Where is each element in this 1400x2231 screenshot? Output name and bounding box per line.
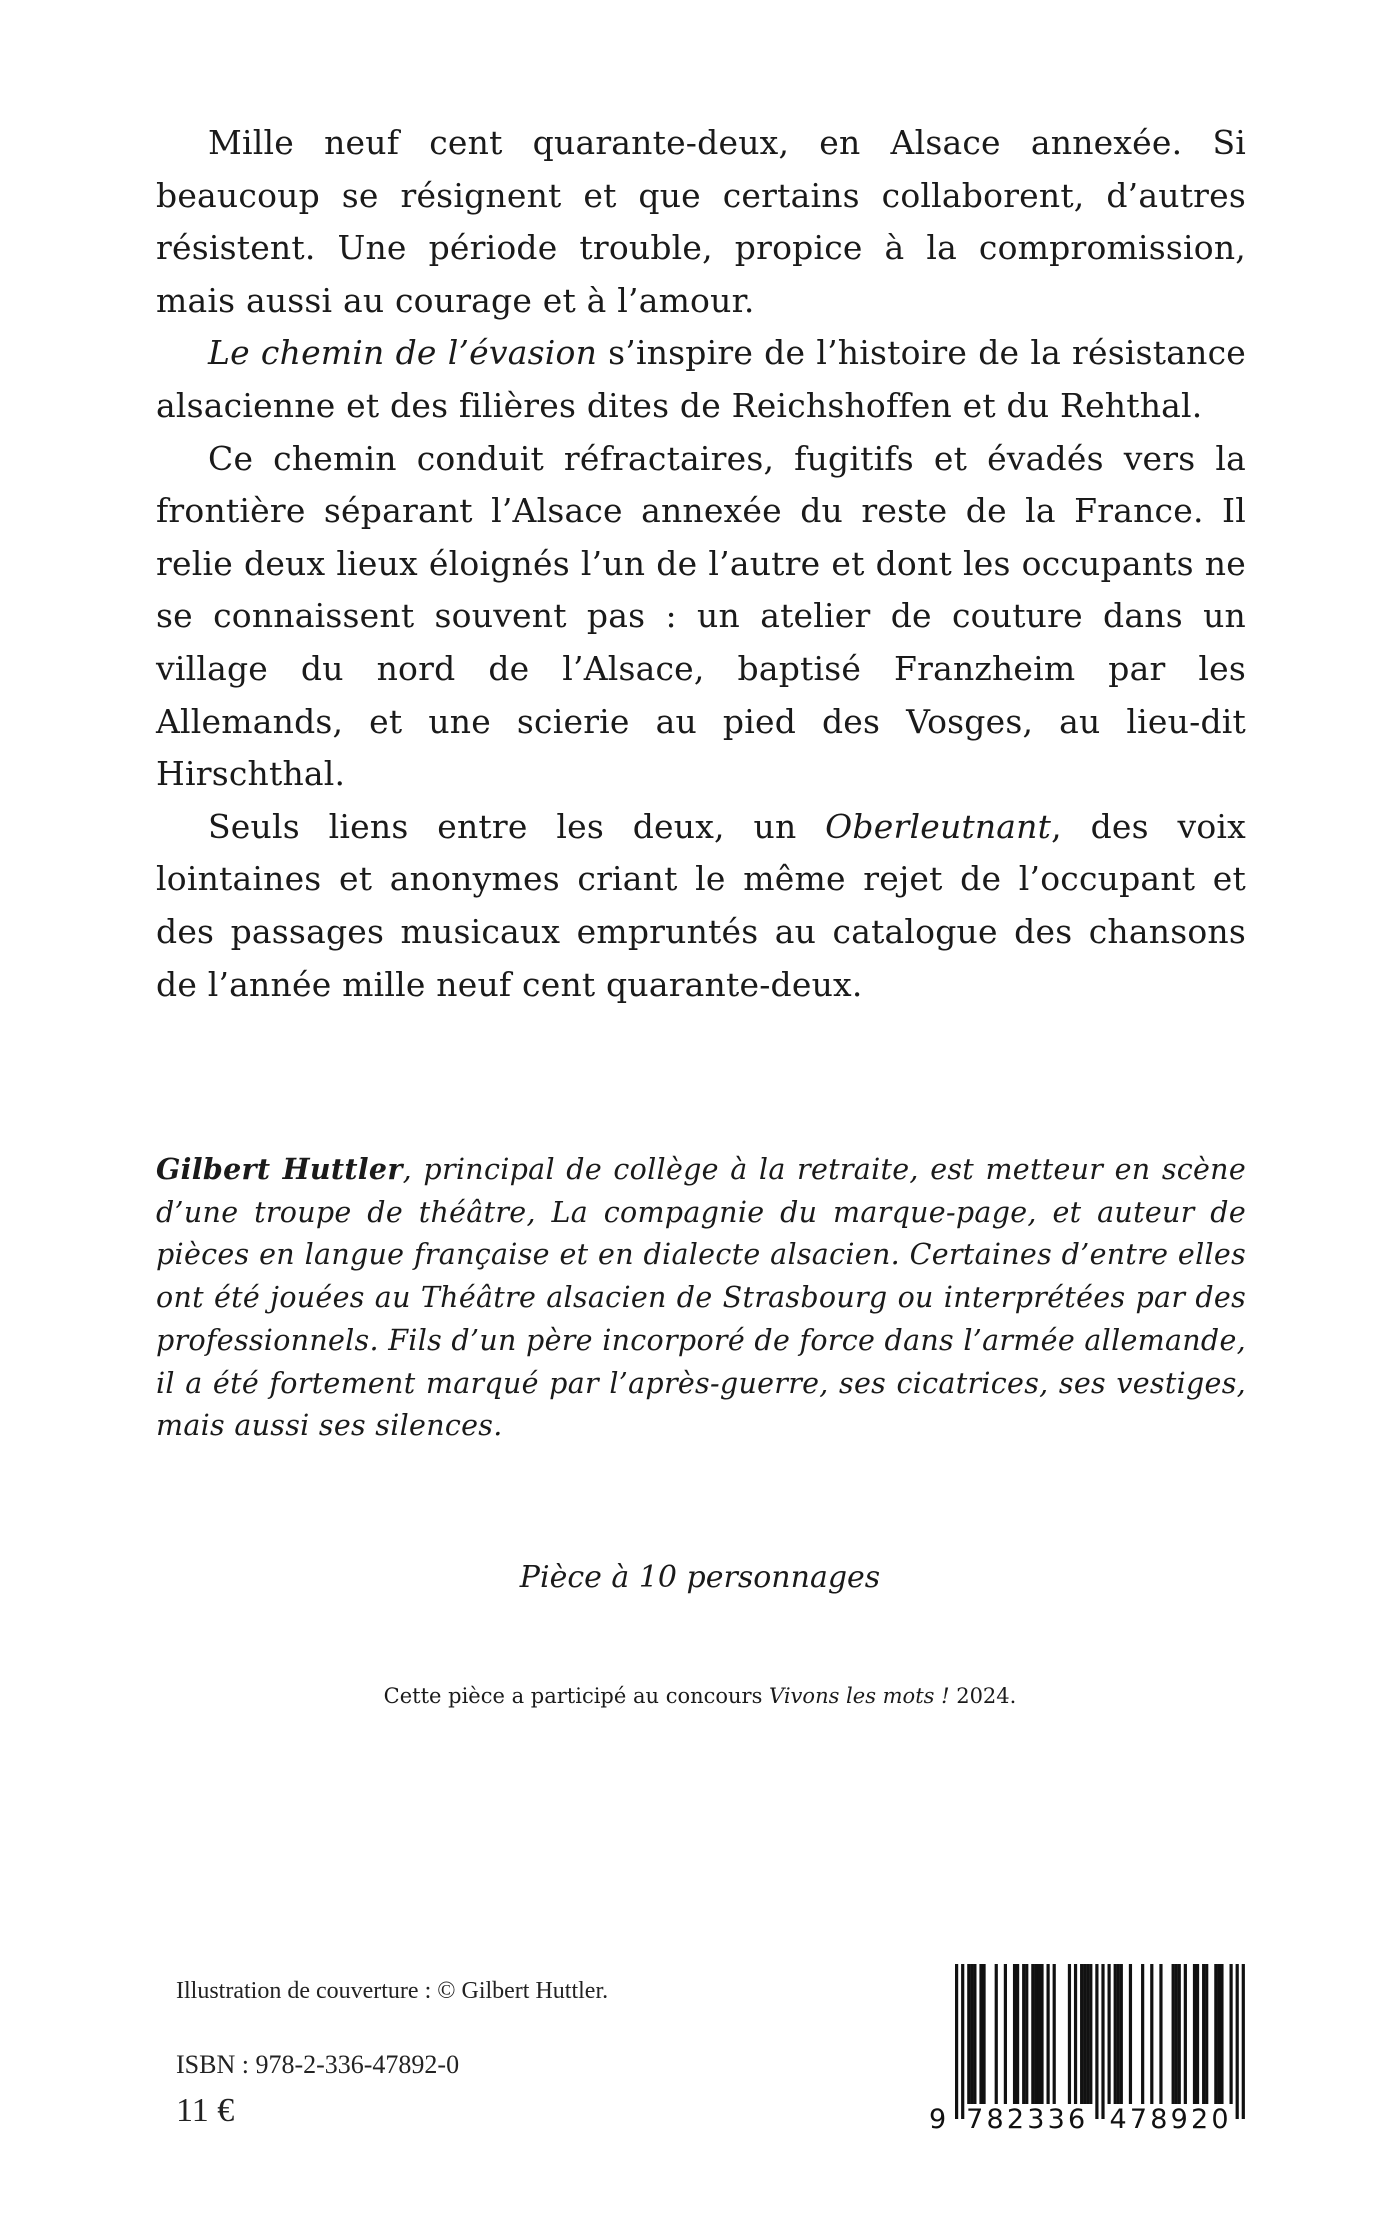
barcode-bar	[982, 1964, 985, 2104]
barcode-bar	[1047, 1964, 1050, 2104]
barcode-bar	[1230, 1964, 1233, 2104]
emphasis-oberleutnant: Oberleutnant	[825, 806, 1052, 846]
barcode-bar	[1004, 1964, 1007, 2104]
barcode-bar	[1022, 1964, 1025, 2104]
barcode-bar	[1031, 1964, 1034, 2104]
contest-note: Cette pièce a participé au concours Vivons les mots ! 2024.	[383, 1684, 1017, 1708]
barcode-bar	[1214, 1964, 1217, 2104]
barcode-bar	[1178, 1964, 1181, 2104]
synopsis-paragraph-4: Seuls liens entre les deux, un Oberleutnant, des voix lointaines et anonymes criant le même rejet de l’occupant et des passages musicaux empruntés au catalogue des chansons de l’année mille neuf cent quarante-deux.	[156, 806, 1246, 1004]
barcode-bar	[967, 1964, 970, 2104]
barcode-bar	[1217, 1964, 1220, 2104]
cast-note: Pièce à 10 personnages	[519, 1560, 881, 1595]
barcode-bar	[1025, 1964, 1028, 2104]
barcode-bar	[955, 1964, 958, 2119]
synopsis-paragraph-3: Ce chemin conduit réfractaires, fugitifs et évadés vers la frontière séparant l’Alsace annexée du reste de la France. Il relie deux lieux éloignés l’un de l’autre et dont les occupants ne se connaissent souvent pas : un atelier de couture dans un village du nord de l’Alsace, baptisé Franzheim par les Allemands, et une scierie au pied des Vosges, au lieu-dit Hirschthal.	[156, 438, 1246, 794]
barcode-icon	[925, 1960, 1255, 2132]
author-bio: Gilbert Huttler, principal de collège à la retraite, est metteur en scène d’une troupe de théâtre, La compagnie du marque-page, et auteur de pièces en langue française et en dialecte alsacien. Certaines d’entre elles ont été jouées au Théâtre alsacien de Strasbourg ou interprétées par des professionnels. Fils d’un père incorporé de force dans l’armée allemande, il a été fortement marqué par l’après-guerre, ses cicatrices, ses vestiges, mais aussi ses silences.	[156, 1152, 1246, 1443]
barcode-bar	[1120, 1964, 1123, 2104]
barcode-bar	[973, 1964, 976, 2104]
barcode-bar	[1184, 1964, 1187, 2104]
barcode-bar	[1236, 1964, 1239, 2119]
barcode-bar	[979, 1964, 982, 2104]
barcode-bar	[1074, 1964, 1077, 2104]
barcode-bar	[1016, 1964, 1019, 2104]
barcode-bar	[1108, 1964, 1111, 2104]
barcode-bar	[1172, 1964, 1175, 2104]
synopsis-paragraph-2: Le chemin de l’évasion s’inspire de l’histoire de la résistance alsacienne et des filières dites de Reichshoffen et du Rehthal.	[156, 333, 1246, 425]
barcode-first-digit: 9	[929, 2104, 950, 2132]
barcode-bar	[1159, 1964, 1162, 2104]
barcode-bar	[1089, 1964, 1092, 2104]
barcode-bar	[970, 1964, 973, 2104]
barcode-bar	[1193, 1964, 1196, 2104]
barcode-bar	[1068, 1964, 1071, 2104]
barcode-bar	[1129, 1964, 1132, 2104]
barcode-bar	[1095, 1964, 1098, 2119]
isbn: ISBN : 978-2-336-47892-0	[176, 2050, 460, 2079]
barcode-bar	[1083, 1964, 1086, 2104]
author-name: Gilbert Huttler	[156, 1152, 403, 1186]
barcode-bar	[1053, 1964, 1056, 2104]
barcode-bar	[1101, 1964, 1104, 2119]
barcode-bar	[1080, 1964, 1083, 2104]
synopsis	[156, 117, 1246, 1011]
isbn-barcode	[925, 1960, 1255, 2132]
book-title: Le chemin de l’évasion	[208, 333, 598, 373]
barcode-bar	[1114, 1964, 1117, 2104]
contest-name: Vivons les mots !	[769, 1684, 950, 1708]
barcode-bar	[1117, 1964, 1120, 2104]
barcode-bar	[1242, 1964, 1245, 2119]
synopsis-paragraph-1: Mille neuf cent quarante-deux, en Alsace annexée. Si beaucoup se résignent et que certains collaborent, d’autres résistent. Une période trouble, propice à la compromission, mais aussi au courage et à l’amour.	[156, 123, 1246, 320]
barcode-left-digits: 782336	[966, 2104, 1089, 2132]
barcode-bar	[995, 1964, 998, 2104]
barcode-bar	[961, 1964, 964, 2119]
barcode-bar	[1220, 1964, 1223, 2104]
barcode-right-digits: 478920	[1109, 2104, 1232, 2132]
barcode-bar	[1141, 1964, 1144, 2104]
barcode-bar	[1205, 1964, 1208, 2104]
barcode-bar	[1196, 1964, 1199, 2104]
barcode-bar	[1150, 1964, 1153, 2104]
barcode-bar	[1040, 1964, 1043, 2104]
price: 11 €	[176, 2092, 235, 2129]
illustration-credit: Illustration de couverture : © Gilbert Huttler.	[176, 1978, 609, 2004]
barcode-bar	[1034, 1964, 1037, 2104]
barcode-bar	[1013, 1964, 1016, 2104]
barcode-bar	[1175, 1964, 1178, 2104]
barcode-bar	[1037, 1964, 1040, 2104]
barcode-bar	[1086, 1964, 1089, 2104]
barcode-bar	[1202, 1964, 1205, 2104]
